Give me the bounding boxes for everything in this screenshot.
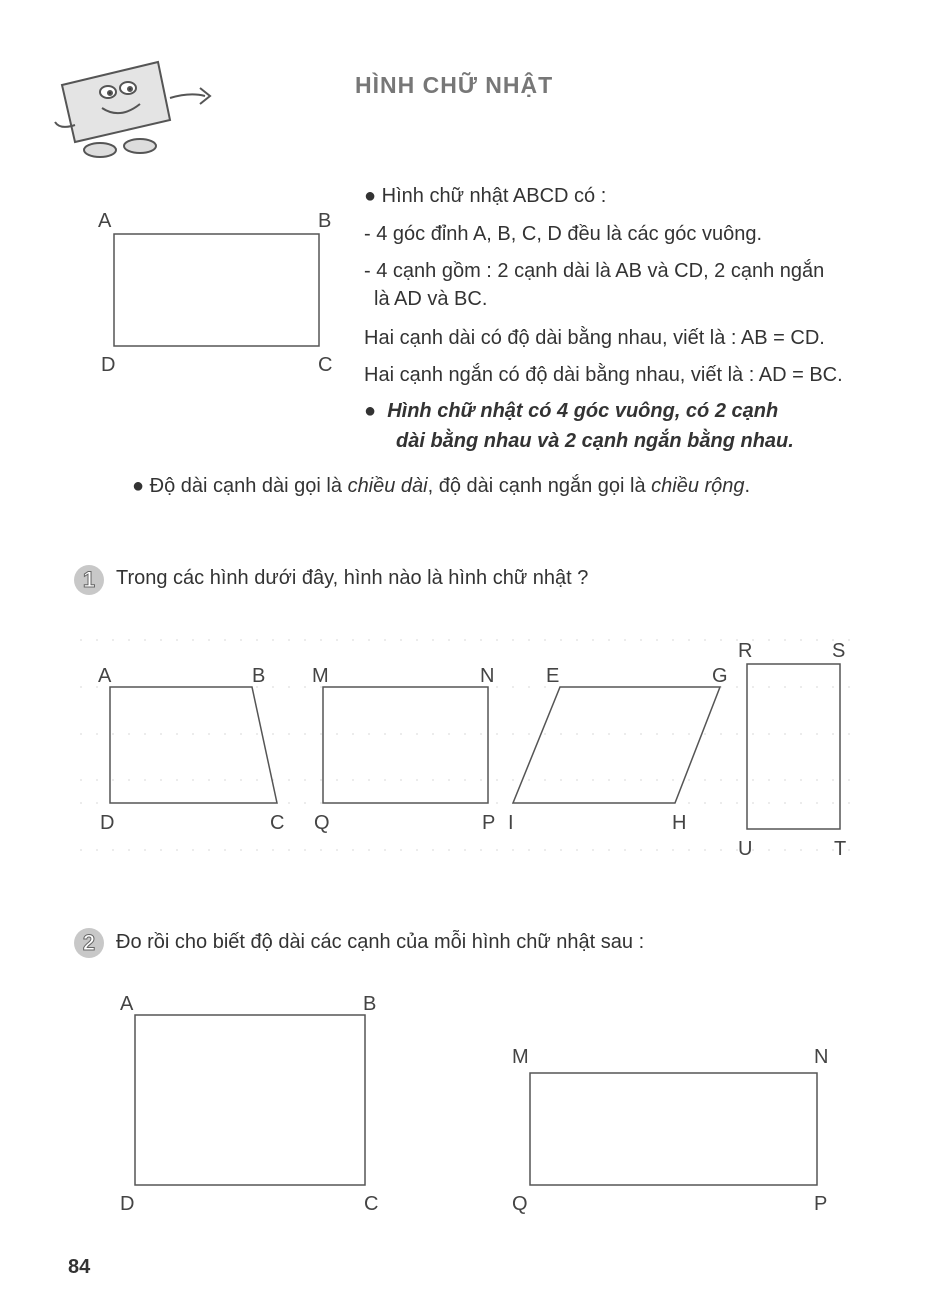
- label-B: B: [318, 210, 332, 232]
- ex2-label-N: N: [814, 1046, 829, 1068]
- ex1-label-I: I: [508, 812, 514, 834]
- exercise-1-badge: 1: [74, 565, 104, 595]
- page-title: HÌNH CHỮ NHẬT: [355, 72, 554, 98]
- ex1-label-C: C: [270, 812, 285, 834]
- intro-line-2: - 4 góc đỉnh A, B, C, D đều là các góc vuông.: [364, 223, 763, 245]
- ex2-rect-abcd: [135, 1015, 365, 1185]
- rule-line-a: ● Hình chữ nhật có 4 góc vuông, có 2 cạnh: [364, 400, 779, 422]
- exercise-2-prompt: Đo rồi cho biết độ dài các cạnh của mỗi hình chữ nhật sau :: [116, 931, 645, 953]
- ex1-label-P: P: [482, 812, 496, 834]
- ex1-label-S: S: [832, 640, 846, 662]
- exercise-1-prompt: Trong các hình dưới đây, hình nào là hình chữ nhật ?: [116, 567, 589, 589]
- ex2-label-P: P: [814, 1193, 828, 1215]
- ex1-label-H: H: [672, 812, 687, 834]
- ex2-rect-mnpq: [530, 1073, 817, 1185]
- ex2-label-C: C: [364, 1193, 379, 1215]
- intro-line-5: Hai cạnh ngắn có độ dài bằng nhau, viết là : AD = BC.: [364, 364, 843, 386]
- intro-line-3a: - 4 cạnh gồm : 2 cạnh dài là AB và CD, 2 cạnh ngắn: [364, 260, 825, 282]
- ex1-label-N: N: [480, 665, 495, 687]
- intro-line-3b: là AD và BC.: [374, 288, 488, 310]
- ex1-label-R: R: [738, 640, 753, 662]
- ex1-label-A: A: [98, 665, 112, 687]
- ex2-label-A: A: [120, 993, 134, 1015]
- label-D: D: [101, 354, 116, 376]
- definition-line: ● Độ dài cạnh dài gọi là chiều dài, độ dài cạnh ngắn gọi là chiều rộng.: [132, 475, 751, 497]
- ex1-label-D: D: [100, 812, 115, 834]
- ex2-label-B: B: [363, 993, 377, 1015]
- intro-bullet-1: ● Hình chữ nhật ABCD có :: [364, 185, 607, 207]
- rule-line-b: dài bằng nhau và 2 cạnh ngắn bằng nhau.: [396, 430, 794, 452]
- page-number: 84: [68, 1256, 91, 1278]
- ex2-label-D: D: [120, 1193, 135, 1215]
- ex1-label-T: T: [834, 838, 847, 860]
- ex1-label-Q: Q: [314, 812, 330, 834]
- ex1-label-G: G: [712, 665, 728, 687]
- label-A: A: [98, 210, 112, 232]
- label-C: C: [318, 354, 333, 376]
- ex2-label-M: M: [512, 1046, 529, 1068]
- exercise-2-badge: 2: [74, 928, 104, 958]
- ex1-label-U: U: [738, 838, 753, 860]
- intro-line-4: Hai cạnh dài có độ dài bằng nhau, viết là : AB = CD.: [364, 327, 825, 349]
- ex1-label-B: B: [252, 665, 266, 687]
- ex1-label-M: M: [312, 665, 329, 687]
- ex1-label-E: E: [546, 665, 560, 687]
- ex2-label-Q: Q: [512, 1193, 528, 1215]
